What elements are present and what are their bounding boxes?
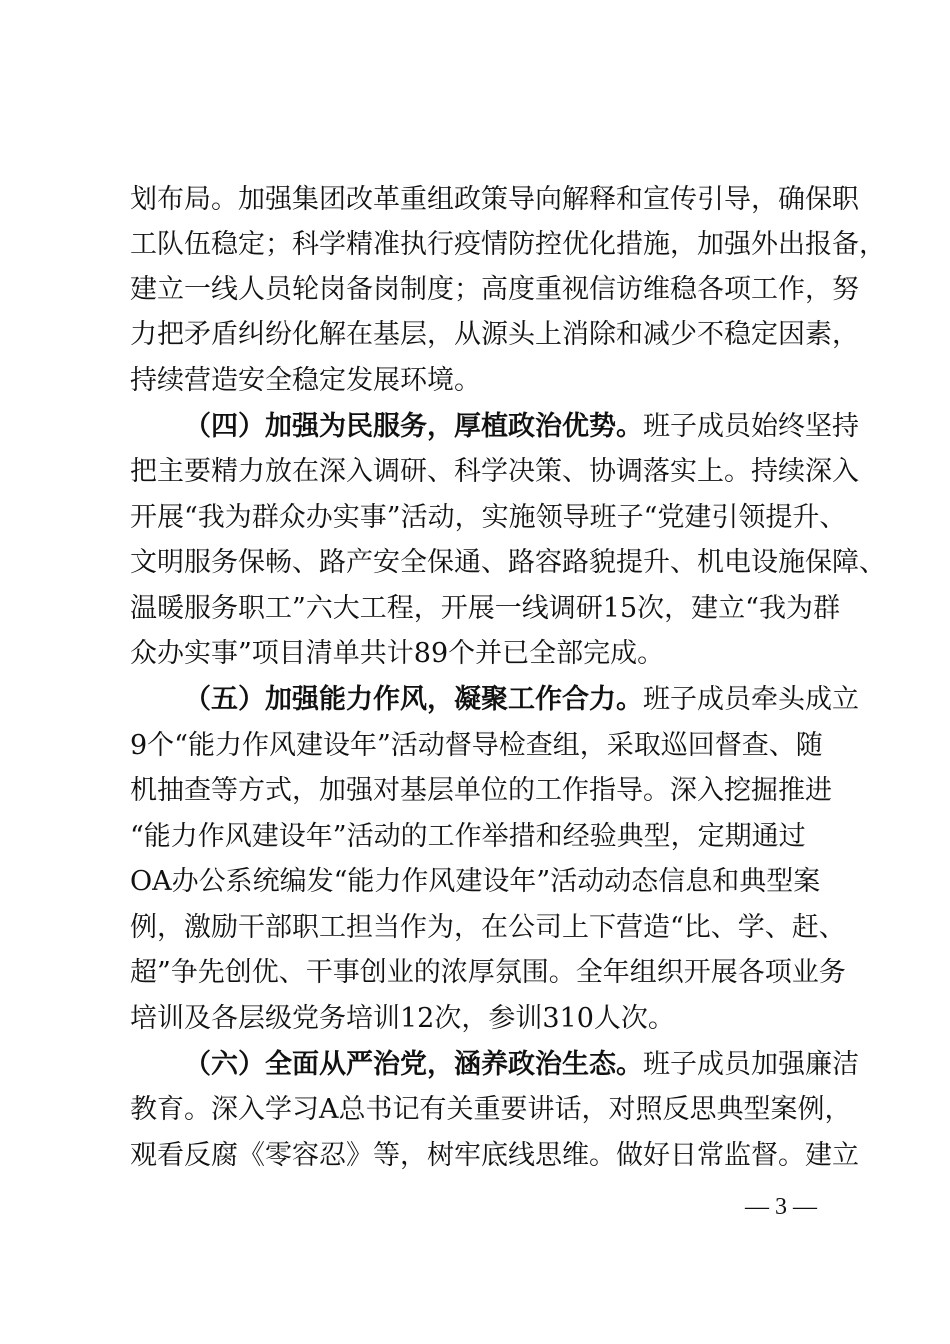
paragraph-first-line bbox=[184, 410, 859, 444]
paragraph-first-line bbox=[184, 1048, 859, 1082]
text-line: 把主要精力放在深入调研、科学决策、协调落实上。持续深入 bbox=[130, 456, 859, 487]
text-line: 力把矛盾纠纷化解在基层，从源头上消除和减少不稳定因素， bbox=[130, 319, 859, 350]
text-line: 培训及各层级党务培训12次，参训310人次。 bbox=[130, 1003, 675, 1034]
text-line: 众办实事”项目清单共计89个并已全部完成。 bbox=[130, 638, 665, 669]
section-text: 班子成员牵头成立 bbox=[643, 684, 859, 715]
text-line: “能力作风建设年”活动的工作举措和经验典型，定期通过 bbox=[130, 821, 806, 852]
section-heading: （五）加强能力作风，凝聚工作合力。 bbox=[184, 684, 643, 715]
page-number: — 3 — bbox=[745, 1194, 817, 1220]
text-line: 温暖服务职工”六大工程，开展一线调研15次，建立“我为群 bbox=[130, 593, 840, 624]
text-line: 9个“能力作风建设年”活动督导检查组，采取巡回督查、随 bbox=[130, 730, 823, 761]
text-line: 工队伍稳定；科学精准执行疫情防控优化措施，加强外出报备， bbox=[130, 229, 886, 260]
text-line: OA办公系统编发“能力作风建设年”活动动态信息和典型案 bbox=[130, 866, 821, 897]
section-heading: （六）全面从严治党，涵养政治生态。 bbox=[184, 1049, 643, 1080]
text-line: 开展“我为群众办实事”活动，实施领导班子“党建引领提升、 bbox=[130, 502, 847, 533]
text-line: 教育。深入学习A总书记有关重要讲话，对照反思典型案例， bbox=[130, 1094, 852, 1125]
text-line: 例，激励干部职工担当作为，在公司上下营造“比、学、赶、 bbox=[130, 912, 846, 943]
text-line: 超”争先创优、干事创业的浓厚氛围。全年组织开展各项业务 bbox=[130, 957, 846, 988]
text-line: 划布局。加强集团改革重组政策导向解释和宣传引导，确保职 bbox=[130, 184, 859, 215]
text-line: 观看反腐《零容忍》等，树牢底线思维。做好日常监督。建立 bbox=[130, 1140, 859, 1171]
paragraph-first-line bbox=[184, 683, 859, 717]
text-line: 机抽查等方式，加强对基层单位的工作指导。深入挖掘推进 bbox=[130, 775, 832, 806]
section-text: 班子成员加强廉洁 bbox=[643, 1049, 859, 1080]
text-line: 持续营造安全稳定发展环境。 bbox=[130, 365, 481, 396]
text-line: 建立一线人员轮岗备岗制度；高度重视信访维稳各项工作，努 bbox=[130, 274, 859, 305]
section-heading: （四）加强为民服务，厚植政治优势。 bbox=[184, 411, 643, 442]
text-line: 文明服务保畅、路产安全保通、路容路貌提升、机电设施保障、 bbox=[130, 547, 886, 578]
section-text: 班子成员始终坚持 bbox=[643, 411, 859, 442]
